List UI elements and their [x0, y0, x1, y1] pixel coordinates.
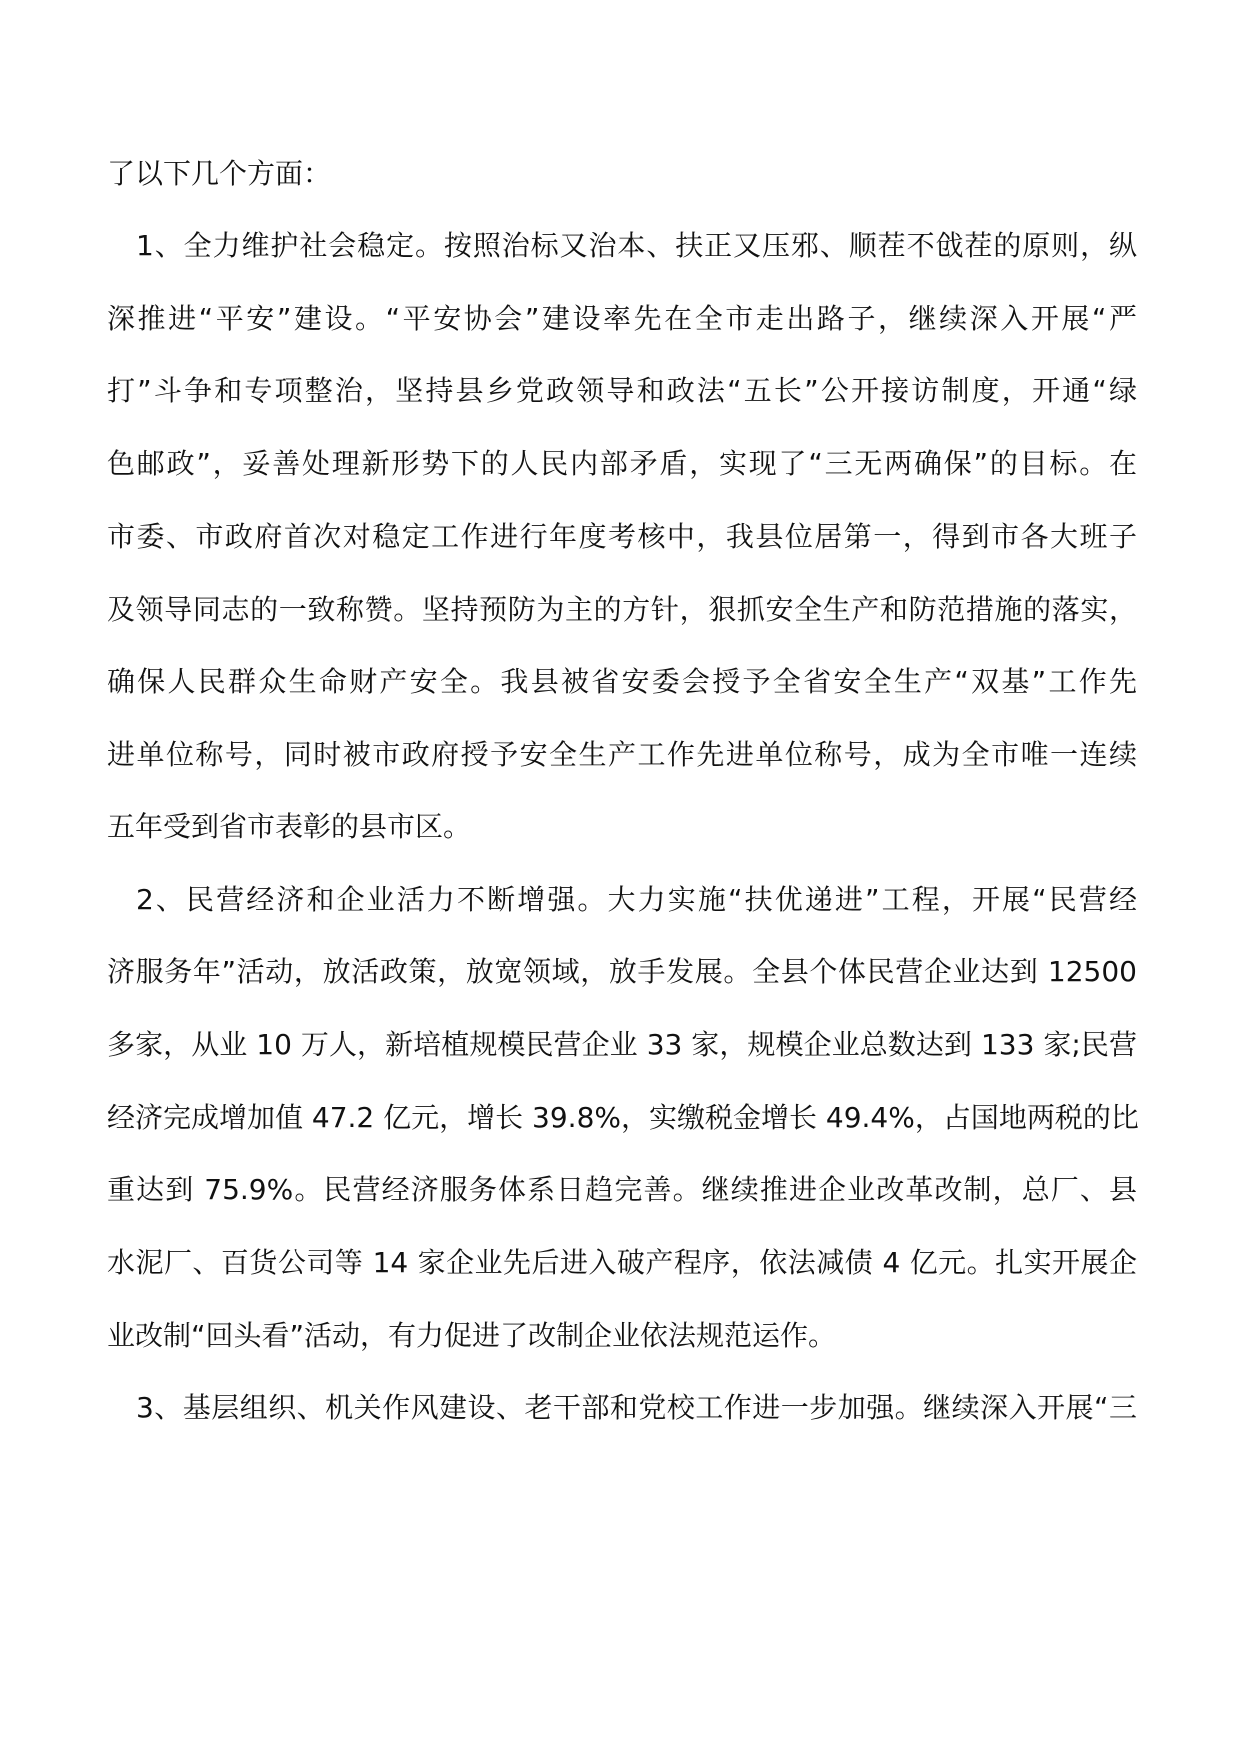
- text-line: 市委、市政府首次对稳定工作进行年度考核中，我县位居第一，得到市各大班子: [107, 520, 1137, 553]
- text-line: 重达到 75.9%。民营经济服务体系日趋完善。继续推进企业改革改制，总厂、县: [107, 1173, 1137, 1206]
- text-line: 济服务年”活动，放活政策，放宽领域，放手发展。全县个体民营企业达到 12500: [107, 955, 1137, 988]
- text-line: 打”斗争和专项整治，坚持县乡党政领导和政法“五长”公开接访制度，开通“绿: [107, 374, 1137, 407]
- text-line: 五年受到省市表彰的县市区。: [107, 810, 472, 843]
- text-line: 多家，从业 10 万人，新培植规模民营企业 33 家，规模企业总数达到 133 家;民营: [107, 1028, 1137, 1061]
- text-line: 水泥厂、百货公司等 14 家企业先后进入破产程序，依法减债 4 亿元。扎实开展企: [107, 1246, 1137, 1279]
- text-line: 3、基层组织、机关作风建设、老干部和党校工作进一步加强。继续深入开展“三: [136, 1391, 1137, 1424]
- text-line: 色邮政”，妥善处理新形势下的人民内部矛盾，实现了“三无两确保”的目标。在: [107, 447, 1137, 480]
- text-line: 深推进“平安”建设。“平安协会”建设率先在全市走出路子，继续深入开展“严: [107, 302, 1137, 335]
- text-line: 及领导同志的一致称赞。坚持预防为主的方针，狠抓安全生产和防范措施的落实，: [107, 593, 1137, 626]
- text-line: 了以下几个方面：: [107, 157, 332, 190]
- text-line: 2、民营经济和企业活力不断增强。大力实施“扶优递进”工程，开展“民营经: [136, 883, 1137, 916]
- text-line: 业改制“回头看”活动，有力促进了改制企业依法规范运作。: [107, 1319, 837, 1352]
- text-line: 经济完成增加值 47.2 亿元，增长 39.8%，实缴税金增长 49.4%，占国地两税的比: [107, 1101, 1139, 1134]
- text-line: 进单位称号，同时被市政府授予安全生产工作先进单位称号，成为全市唯一连续: [107, 738, 1137, 771]
- text-line: 1、全力维护社会稳定。按照治标又治本、扶正又压邪、顺茬不戗茬的原则，纵: [136, 229, 1137, 262]
- text-line: 确保人民群众生命财产安全。我县被省安委会授予全省安全生产“双基”工作先: [107, 665, 1137, 698]
